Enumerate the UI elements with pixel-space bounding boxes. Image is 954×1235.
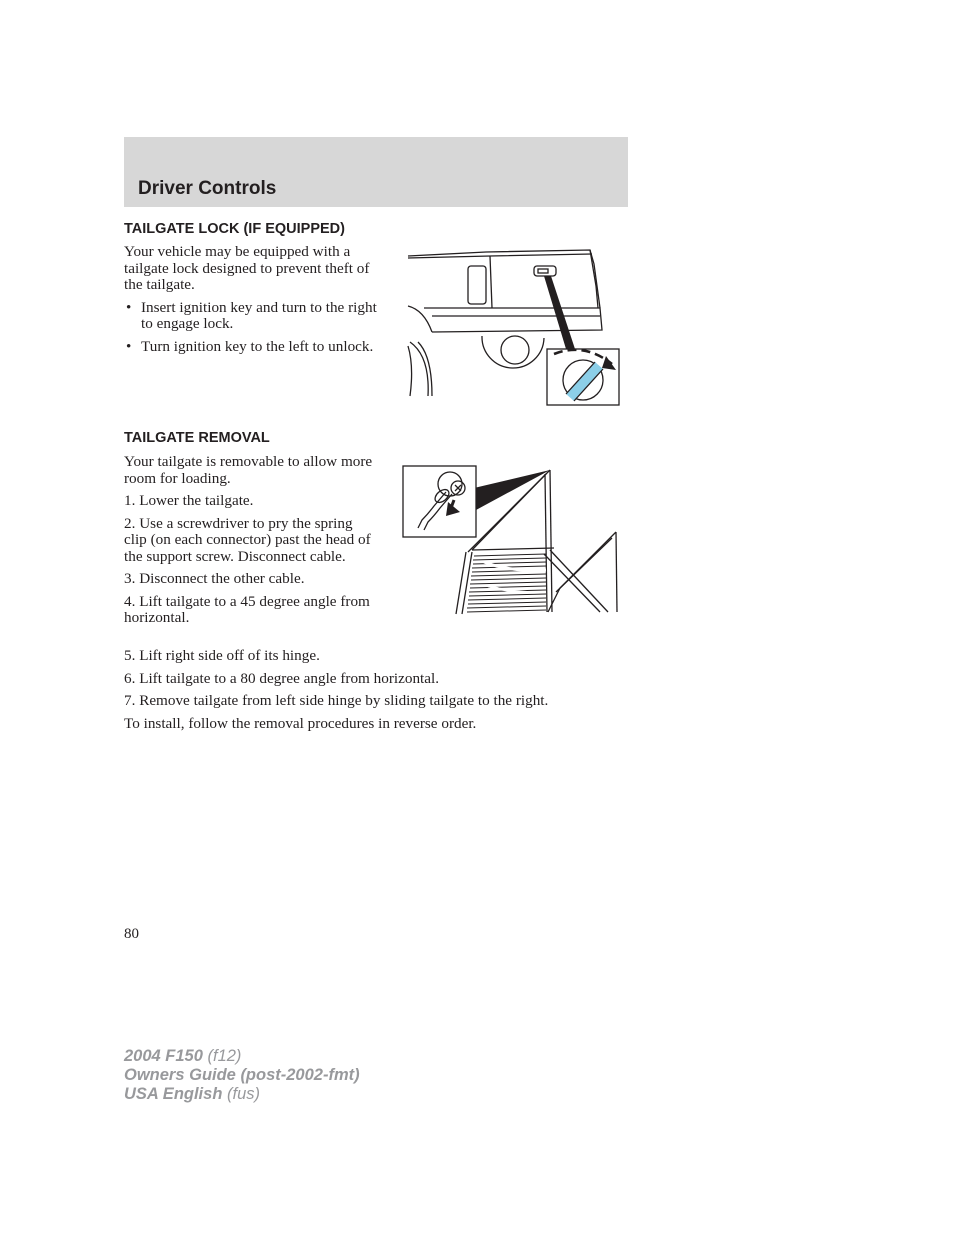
list-item: 3. Disconnect the other cable. <box>124 570 305 587</box>
footer-language: USA English <box>124 1085 223 1103</box>
tailgate-lock-intro: Your vehicle may be equipped with a tailgate lock designed to prevent theft of the tailgate. <box>124 243 370 293</box>
tailgate-removal-illustration <box>400 462 622 622</box>
list-item: 7. Remove tailgate from left side hinge by sliding tailgate to the right. <box>124 692 549 709</box>
tailgate-lock-heading: TAILGATE LOCK (IF EQUIPPED) <box>124 221 345 237</box>
list-item: • Insert ignition key and turn to the right to engage lock. <box>124 300 384 333</box>
list-item: 6. Lift tailgate to a 80 degree angle from horizontal. <box>124 669 440 687</box>
list-item: • Turn ignition key to the left to unlock. <box>124 339 384 356</box>
footer-line-3 <box>124 1085 360 1104</box>
list-item: 5. Lift right side off of its hinge. <box>124 647 320 664</box>
footer-model: 2004 F150 <box>124 1047 203 1065</box>
tailgate-removal-heading: TAILGATE REMOVAL <box>124 430 270 446</box>
document-footer <box>124 1047 360 1104</box>
footer-line-1 <box>124 1047 360 1066</box>
tailgate-removal-intro: Your tailgate is removable to allow more room for loading. <box>124 453 373 487</box>
tailgate-lock-text <box>124 244 384 361</box>
tailgate-removal-steps-b <box>124 648 624 710</box>
footer-language-code: (fus) <box>227 1085 260 1103</box>
list-item: 2. Use a screwdriver to pry the spring clip (on each connector) past the head of the support screw. Disconnect cable. <box>124 514 371 565</box>
footer-line-2 <box>124 1066 360 1085</box>
section-header-band <box>124 137 628 207</box>
section-title: Driver Controls <box>138 178 277 199</box>
tailgate-lock-illustration <box>404 246 624 410</box>
tailgate-lock-bullets <box>124 300 384 356</box>
tailgate-removal-steps-a <box>124 493 379 627</box>
tailgate-removal-closing: To install, follow the removal procedures in reverse order. <box>124 714 477 732</box>
list-item: 4. Lift tailgate to a 45 degree angle from horizontal. <box>124 592 370 626</box>
footer-guide: Owners Guide (post-2002-fmt) <box>124 1066 360 1084</box>
tailgate-removal-text-wide <box>124 648 624 738</box>
tailgate-removal-text-narrow <box>124 454 379 633</box>
page-number: 80 <box>124 926 139 942</box>
footer-model-code: (f12) <box>207 1047 242 1065</box>
list-item: 1. Lower the tailgate. <box>124 492 254 509</box>
